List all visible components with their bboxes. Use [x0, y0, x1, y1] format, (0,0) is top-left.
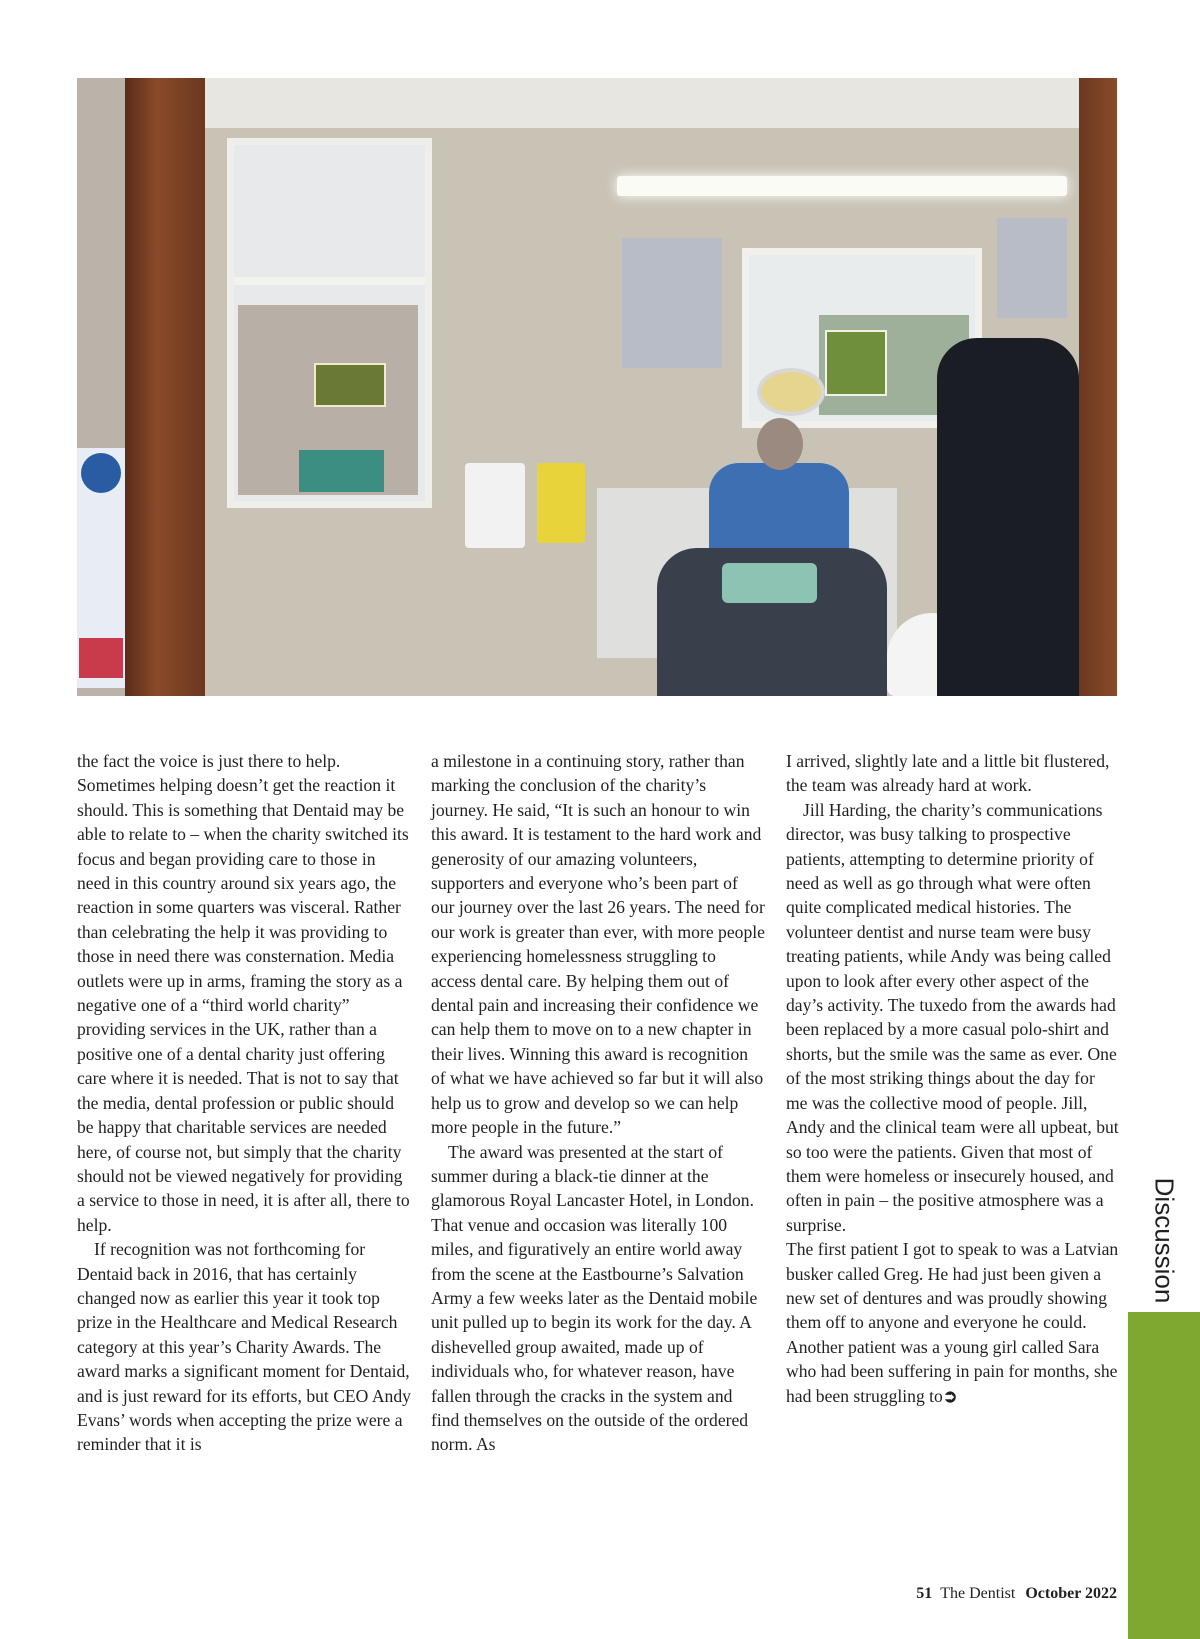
article-column-3 — [786, 749, 1120, 1408]
photo-dentaid-sign — [314, 363, 386, 407]
photo-cabinet — [622, 238, 722, 368]
photo-dental-lamp — [757, 368, 825, 416]
photo-ceiling — [205, 78, 1079, 128]
photo-fire-sign — [81, 453, 121, 493]
article-column-2 — [431, 749, 765, 1457]
section-label: Discussion — [1149, 1177, 1180, 1303]
section-tab-label — [1128, 1170, 1200, 1310]
photo-poster-teal — [299, 450, 384, 492]
article-photo — [77, 78, 1117, 696]
continue-arrow-icon: ➲ — [942, 1385, 958, 1406]
article-column-1 — [77, 749, 411, 1457]
photo-denplan-sign — [825, 330, 887, 396]
photo-cabinet-right — [997, 218, 1067, 318]
page-number: 51 — [916, 1585, 933, 1602]
paragraph: I arrived, slightly late and a little bit flustered, the team was already hard at work. — [786, 751, 1110, 796]
photo-dispenser — [465, 463, 525, 548]
photo-door-frame-right — [1079, 78, 1117, 696]
magazine-name: The Dentist — [940, 1585, 1016, 1602]
photo-dentist-head — [757, 418, 803, 470]
photo-patient-bib — [722, 563, 817, 603]
paragraph: a milestone in a continuing story, rather than marking the conclusion of the charity’s journey. He said, “It is such an honour to win this award. It is testament to the hard work and generosity of our amazing volunteers, supporters and everyone who’s been part of our journey over the last 26 years. The need for our work is greater than ever, with more people experiencing homelessness struggling to access dental care. By helping them out of dental pain and increasing their confidence we can help them to move on to a new chapter in their lives. Winning this award is recognition of what we have achieved so far but it will also help us to grow and develop so we can help more people in the future.” — [431, 751, 765, 1138]
photo-door-frame-left — [125, 78, 205, 696]
paragraph: the fact the voice is just there to help. Sometimes helping doesn’t get the reaction it should. This is something that Dentaid may be able to relate to – when the charity switched its focus and began providing care to those in need in this country around six years ago, the reaction in some quarters was visceral. Rather than celebrating the help it was providing to those in need there was consternation. Media outlets were up in arms, framing the story as a negative one of a “third world charity” providing services in the UK, rather than a positive one of a dental charity just offering care where it is needed. That is not to say that the media, dental profession or public should be happy that charitable services are needed here, of course not, but simply that the charity should not be viewed negatively for providing a service to those in need, it is after all, there to help. — [77, 751, 410, 1235]
paragraph: The award was presented at the start of summer during a black-tie dinner at the glamorous Royal Lancaster Hotel, in London. That venue and occasion was literally 100 miles, and figuratively an entire world away from the scene at the Eastbourne’s Salvation Army a few weeks later as the Dentaid mobile unit pulled up to begin its work for the day. A dishevelled group awaited, made up of individuals who, for whatever reason, have fallen through the cracks in the system and find themselves on the outside of the ordered norm. As — [431, 1141, 758, 1455]
page-footer — [916, 1585, 1117, 1603]
photo-ceiling-light — [617, 176, 1067, 196]
paragraph: If recognition was not forthcoming for Dentaid back in 2016, that has certainly changed now as earlier this year it took top prize in the Healthcare and Medical Research category at this year’s Charity Awards. The award marks a significant moment for Dentaid, and is just reward for its efforts, but CEO Andy Evans’ words when accepting the prize were a reminder that it is — [77, 1239, 411, 1455]
paragraph-text: The first patient I got to speak to was a Latvian busker called Greg. He had just been given a new set of dentures and was proudly showing them off to anyone and everyone he could. Another patient was a young girl called Sara who had been suffering in pain for months, she had been struggling to — [786, 1239, 1119, 1406]
issue-date: October 2022 — [1025, 1585, 1117, 1602]
section-tab-bar — [1128, 1312, 1200, 1639]
paragraph: Jill Harding, the charity’s communications director, was busy talking to prospective patients, attempting to determine priority of need as well as go through what were often quite complicated medical histories. The volunteer dentist and nurse team were busy treating patients, while Andy was being called upon to look after every other aspect of the day’s activity. The tuxedo from the awards had been replaced by a more casual polo-shirt and shorts, but the smile was the same as ever. One of the most striking things about the day for me was the collective mood of people. Jill, Andy and the clinical team were all upbeat, but so too were the patients. Given that most of them were homeless or insecurely housed, and often in pain – the positive atmosphere was a surprise. — [786, 799, 1119, 1235]
photo-sharps-bin — [537, 463, 585, 543]
paragraph — [786, 1237, 1120, 1408]
photo-warning-sign — [79, 638, 123, 678]
photo-nurse — [937, 338, 1079, 696]
